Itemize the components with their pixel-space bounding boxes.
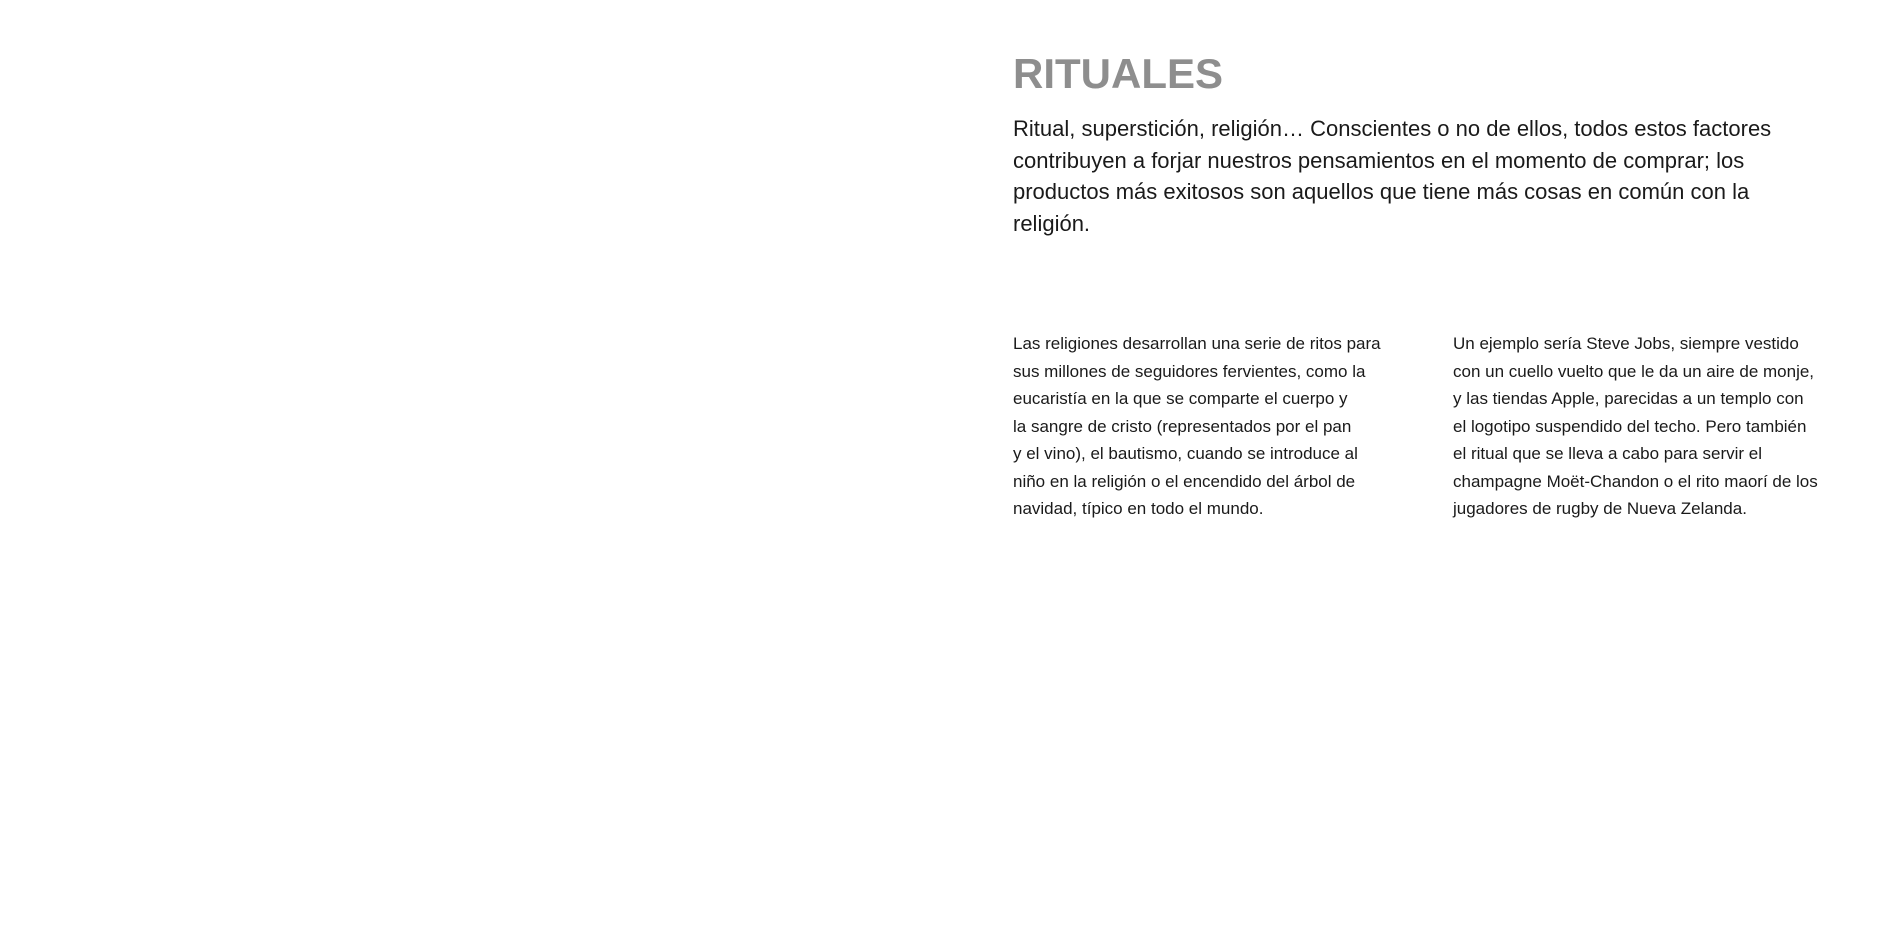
- body-line: y el vino), el bautismo, cuando se introduce al: [1013, 444, 1358, 463]
- body-column-right: [1453, 330, 1873, 523]
- body-line: eucaristía en la que se comparte el cuerpo y: [1013, 389, 1348, 408]
- body-column-left: [1013, 330, 1413, 523]
- body-line: navidad, típico en todo el mundo.: [1013, 499, 1264, 518]
- body-line: sus millones de seguidores fervientes, como la: [1013, 361, 1366, 381]
- intro-paragraph: [1013, 113, 1793, 239]
- body-line: jugadores de rugby de Nueva Zelanda.: [1453, 499, 1747, 518]
- body-line: niño en la religión o el encendido del árbol de: [1013, 471, 1356, 491]
- intro-line: religión.: [1013, 210, 1091, 236]
- body-line: el ritual que se lleva a cabo para servir el: [1453, 444, 1762, 463]
- intro-line: productos más exitosos son aquellos que tiene más cosas en común con la: [1013, 179, 1750, 204]
- body-line: Un ejemplo sería Steve Jobs, siempre vestido: [1453, 334, 1799, 353]
- right-page: [944, 0, 1889, 944]
- body-line: y las tiendas Apple, parecidas a un templo con: [1453, 389, 1804, 408]
- body-line: Las religiones desarrollan una serie de ritos para: [1013, 334, 1381, 353]
- body-line: la sangre de cristo (representados por el pan: [1013, 416, 1352, 436]
- body-line: con un cuello vuelto que le da un aire de monje,: [1453, 361, 1815, 381]
- intro-line: contribuyen a forjar nuestros pensamientos en el momento de comprar; los: [1013, 147, 1745, 173]
- page-title: RITUALES: [1013, 50, 1223, 97]
- intro-line: Ritual, superstición, religión… Conscientes o no de ellos, todos estos factores: [1013, 116, 1772, 141]
- left-page-blank: [0, 0, 944, 944]
- body-line: el logotipo suspendido del techo. Pero también: [1453, 416, 1807, 436]
- body-line: champagne Moët-Chandon o el rito maorí de los: [1453, 471, 1818, 491]
